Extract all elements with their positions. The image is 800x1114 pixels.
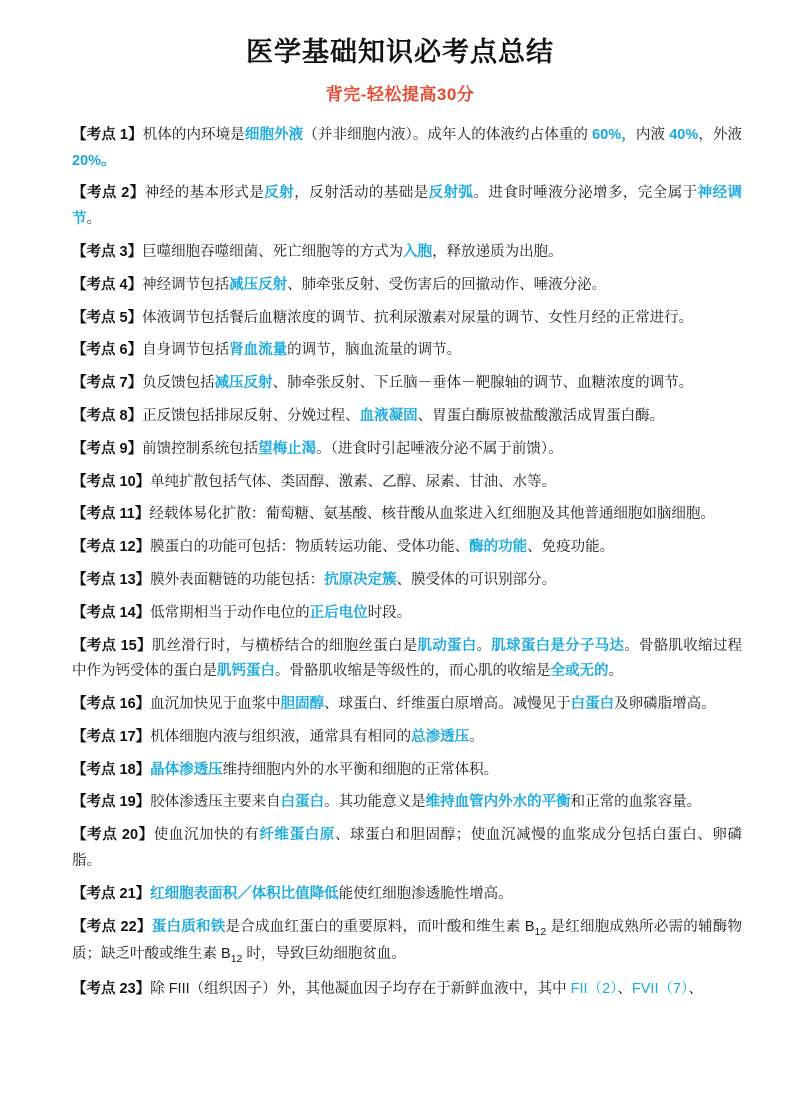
body-text: 。 xyxy=(476,637,492,654)
highlighted-text: 肌钙蛋白 xyxy=(217,663,275,680)
highlighted-text: 胆固醇 xyxy=(280,696,325,713)
body-text: 。其功能意义是 xyxy=(324,794,426,811)
highlighted-text: 蛋白质和铁 xyxy=(151,918,226,935)
subscript-text: 12 xyxy=(230,954,243,966)
key-point-tag: 【考点 9】 xyxy=(72,440,143,457)
key-point-tag: 【考点 10】 xyxy=(72,473,151,490)
key-point xyxy=(58,823,742,875)
key-point xyxy=(58,240,742,266)
body-text: 、球蛋白、纤维蛋白原增高。减慢见于 xyxy=(324,696,571,713)
highlighted-text: 细胞外液 xyxy=(244,126,304,143)
highlighted-text: 维持血管内外水的平衡 xyxy=(425,794,571,811)
key-point xyxy=(58,502,742,528)
page-subtitle: 背完-轻松提高30分 xyxy=(325,84,475,104)
key-point-tag: 【考点 17】 xyxy=(72,728,151,745)
highlighted-text: 入胞 xyxy=(403,243,433,260)
body-text: 。骨骼肌收缩是等级性的，而心肌的收缩是 xyxy=(275,663,551,680)
highlighted-text: FII（2） xyxy=(570,980,618,997)
body-text: 膜外表面糖链的功能包括： xyxy=(150,571,325,588)
highlighted-text: 20%。 xyxy=(72,152,116,169)
highlighted-text: 肌球蛋白是 xyxy=(491,637,566,654)
key-point xyxy=(58,568,742,594)
key-point xyxy=(58,601,742,627)
highlighted-text: 望梅止渴 xyxy=(258,440,317,457)
body-text: 经载体易化扩散：葡萄糖、氨基酸、核苷酸从血浆进入红细胞及其他普通细胞如脑细胞。 xyxy=(149,506,715,523)
body-text: 时段。 xyxy=(367,604,412,621)
key-point-tag: 【考点 11】 xyxy=(72,506,150,523)
highlighted-text: 血液凝固 xyxy=(359,407,418,424)
key-point-tag: 【考点 14】 xyxy=(72,604,151,621)
body-text: 、肺牵张反射、受伤害后的回撤动作、唾液分泌。 xyxy=(287,276,607,293)
body-text: 负反馈包括 xyxy=(142,375,215,392)
highlighted-text: 红细胞表面积／体积比值降低 xyxy=(150,885,339,902)
key-point xyxy=(58,123,742,175)
body-text: ，释放递质为出胞。 xyxy=(432,243,563,260)
highlighted-text: 白蛋白 xyxy=(280,794,325,811)
body-text: 正反馈包括排尿反射、分娩过程、 xyxy=(142,407,360,424)
body-text: 是红细胞成熟所必需的辅酶物质；缺乏叶酸或维生素 B xyxy=(72,918,742,963)
body-text: 除 FIII（组织因子）外，其他凝血因子均存在于新鲜血液中，其中 xyxy=(150,980,571,997)
key-point xyxy=(58,338,742,364)
body-text: 能使红细胞渗透脆性增高。 xyxy=(338,885,513,902)
key-point xyxy=(58,634,742,686)
highlighted-text: 分子马达 xyxy=(565,637,625,654)
body-text: 、免疫功能。 xyxy=(527,539,615,556)
body-text: 。进食时唾液分泌增多，完全属于 xyxy=(473,185,698,202)
key-point xyxy=(58,692,742,718)
key-point xyxy=(58,181,742,233)
key-point-tag: 【考点 23】 xyxy=(72,980,151,997)
key-point-tag: 【考点 6】 xyxy=(72,342,143,359)
highlighted-text: 正后电位 xyxy=(309,604,368,621)
body-text: 体液调节包括餐后血糖浓度的调节、抗利尿激素对尿量的调节、女性月经的正常进行。 xyxy=(142,309,694,326)
body-text: 时，导致巨幼细胞贫血。 xyxy=(242,946,406,963)
body-text: 自身调节包括 xyxy=(142,342,230,359)
body-text: 前馈控制系统包括 xyxy=(142,440,259,457)
highlighted-text: 全或无的 xyxy=(550,663,609,680)
body-text: 单纯扩散包括气体、类固醇、激素、乙醇、尿素、甘油、水等。 xyxy=(150,473,557,490)
key-point xyxy=(58,535,742,561)
key-point xyxy=(58,977,742,1003)
body-text: 、球蛋白和胆固醇；使血沉减慢的血浆成分包括白蛋白、卵磷脂。 xyxy=(72,827,743,870)
highlighted-text: 神经调节 xyxy=(72,185,743,228)
key-point xyxy=(58,915,742,970)
key-point-tag: 【考点 16】 xyxy=(72,696,151,713)
body-text: 。（进食时引起唾液分泌不属于前馈）。 xyxy=(316,440,563,457)
key-point xyxy=(58,306,742,332)
body-text: 的调节，脑血流量的调节。 xyxy=(287,342,462,359)
key-point-tag: 【考点 3】 xyxy=(72,243,143,260)
body-text: 。骨骼肌收缩过程中作为钙受体的蛋白是 xyxy=(72,637,743,680)
key-point-tag: 【考点 19】 xyxy=(72,794,151,811)
key-point-tag: 【考点 18】 xyxy=(72,761,151,778)
body-text: 肌丝滑行时，与横桥结合的细胞丝蛋白是 xyxy=(151,637,418,654)
key-point-tag: 【考点 12】 xyxy=(72,539,151,556)
body-text: 。 xyxy=(608,663,623,680)
key-point xyxy=(58,790,742,816)
key-point-tag: 【考点 15】 xyxy=(72,637,152,654)
highlighted-text: 晶体渗透压 xyxy=(150,761,223,778)
body-text: 、肺牵张反射、下丘脑－垂体－靶腺轴的调节、血糖浓度的调节。 xyxy=(272,375,694,392)
key-point xyxy=(58,882,742,908)
body-text: ，外液 xyxy=(698,126,743,143)
highlighted-text: 抗原决定簇 xyxy=(324,571,397,588)
highlighted-text: 总渗透压 xyxy=(411,728,470,745)
key-point-tag: 【考点 8】 xyxy=(72,407,143,424)
body-text: 神经调节包括 xyxy=(142,276,230,293)
body-text: 神经的基本形式是 xyxy=(144,185,265,202)
body-text: 内液 xyxy=(635,126,670,143)
key-point-tag: 【考点 5】 xyxy=(72,309,143,326)
body-text: 使血沉加快的有 xyxy=(153,827,260,844)
body-text: 、 xyxy=(688,980,703,997)
key-point-tag: 【考点 1】 xyxy=(72,126,143,143)
highlighted-text: 反射弧 xyxy=(428,185,474,202)
body-text: 。 xyxy=(469,728,484,745)
body-text: 膜蛋白的功能可包括：物质转运功能、受体功能、 xyxy=(150,539,470,556)
body-text: 。 xyxy=(86,211,101,228)
highlighted-text: 肌动蛋白 xyxy=(417,637,477,654)
highlighted-text: 纤维蛋白原 xyxy=(259,827,335,844)
body-text: 及卵磷脂增高。 xyxy=(614,696,716,713)
body-text: 机体的内环境是 xyxy=(142,126,245,143)
key-point-tag: 【考点 4】 xyxy=(72,276,143,293)
body-text: 、 xyxy=(617,980,632,997)
key-point xyxy=(58,371,742,397)
key-point xyxy=(58,725,742,751)
highlighted-text: 60%， xyxy=(592,126,636,143)
key-point xyxy=(58,758,742,784)
key-points-list xyxy=(58,123,742,1003)
body-text: 低常期相当于动作电位的 xyxy=(150,604,310,621)
key-point-tag: 【考点 2】 xyxy=(72,185,145,202)
body-text: 巨噬细胞吞噬细菌、死亡细胞等的方式为 xyxy=(142,243,404,260)
highlighted-text: 反射 xyxy=(264,185,295,202)
highlighted-text: 酶的功能 xyxy=(469,539,528,556)
key-point-tag: 【考点 21】 xyxy=(72,885,151,902)
key-point xyxy=(58,470,742,496)
body-text: 机体细胞内液与组织液，通常具有相同的 xyxy=(150,728,412,745)
highlighted-text: 40% xyxy=(669,126,699,143)
body-text: ，反射活动的基础是 xyxy=(294,185,429,202)
highlighted-text: 肾血流量 xyxy=(229,342,288,359)
page-title: 医学基础知识必考点总结 xyxy=(246,37,554,67)
body-text: （并非细胞内液）。成年人的体液约占体重的 xyxy=(303,126,593,143)
key-point xyxy=(58,404,742,430)
key-point-tag: 【考点 22】 xyxy=(72,918,152,935)
body-text: 血沉加快见于血浆中 xyxy=(150,696,281,713)
body-text: 是合成血红蛋白的重要原料，而叶酸和维生素 B xyxy=(225,918,535,935)
body-text: 、胃蛋白酶原被盐酸激活成胃蛋白酶。 xyxy=(417,407,665,424)
body-text: 和正常的血浆容量。 xyxy=(570,794,702,811)
key-point-tag: 【考点 20】 xyxy=(72,827,154,844)
highlighted-text: 白蛋白 xyxy=(570,696,615,713)
body-text: 、膜受体的可识别部分。 xyxy=(396,571,557,588)
key-point-tag: 【考点 7】 xyxy=(72,375,143,392)
key-point xyxy=(58,273,742,299)
key-point xyxy=(58,437,742,463)
highlighted-text: FVII（7） xyxy=(631,980,689,997)
highlighted-text: 减压反射 xyxy=(229,276,288,293)
body-text: 胶体渗透压主要来自 xyxy=(150,794,281,811)
key-point-tag: 【考点 13】 xyxy=(72,571,151,588)
subscript-text: 12 xyxy=(534,926,547,938)
body-text: 维持细胞内外的水平衡和细胞的正常体积。 xyxy=(222,761,499,778)
highlighted-text: 减压反射 xyxy=(214,375,273,392)
